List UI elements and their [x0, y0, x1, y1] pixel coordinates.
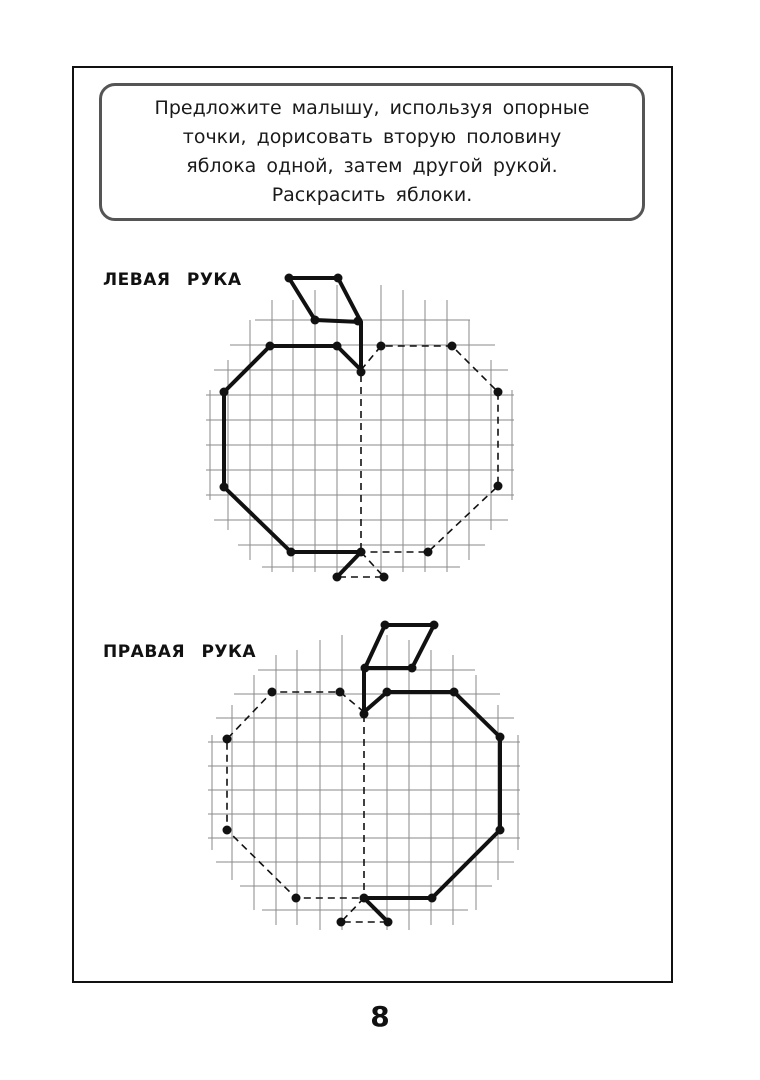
instruction-line-1: Предложите малышу, используя опорные: [154, 97, 590, 119]
instruction-line-2: точки, дорисовать вторую половину: [182, 126, 562, 148]
instruction-box: [99, 83, 645, 221]
instruction-line-3: яблока одной, затем другой рукой.: [186, 155, 558, 177]
instruction-line-4: Раскрасить яблоки.: [271, 184, 473, 206]
right-hand-reference-dots: [223, 621, 505, 927]
right-hand-apple-drawing: [0, 605, 760, 945]
left-hand-heading: ЛЕВАЯ РУКА: [103, 270, 242, 290]
page-number: 8: [370, 1000, 390, 1033]
left-hand-dashed-half: [337, 346, 498, 577]
right-hand-heading: ПРАВАЯ РУКА: [103, 642, 257, 662]
left-hand-apple-drawing: [0, 255, 760, 595]
right-hand-dashed-half: [227, 692, 388, 922]
